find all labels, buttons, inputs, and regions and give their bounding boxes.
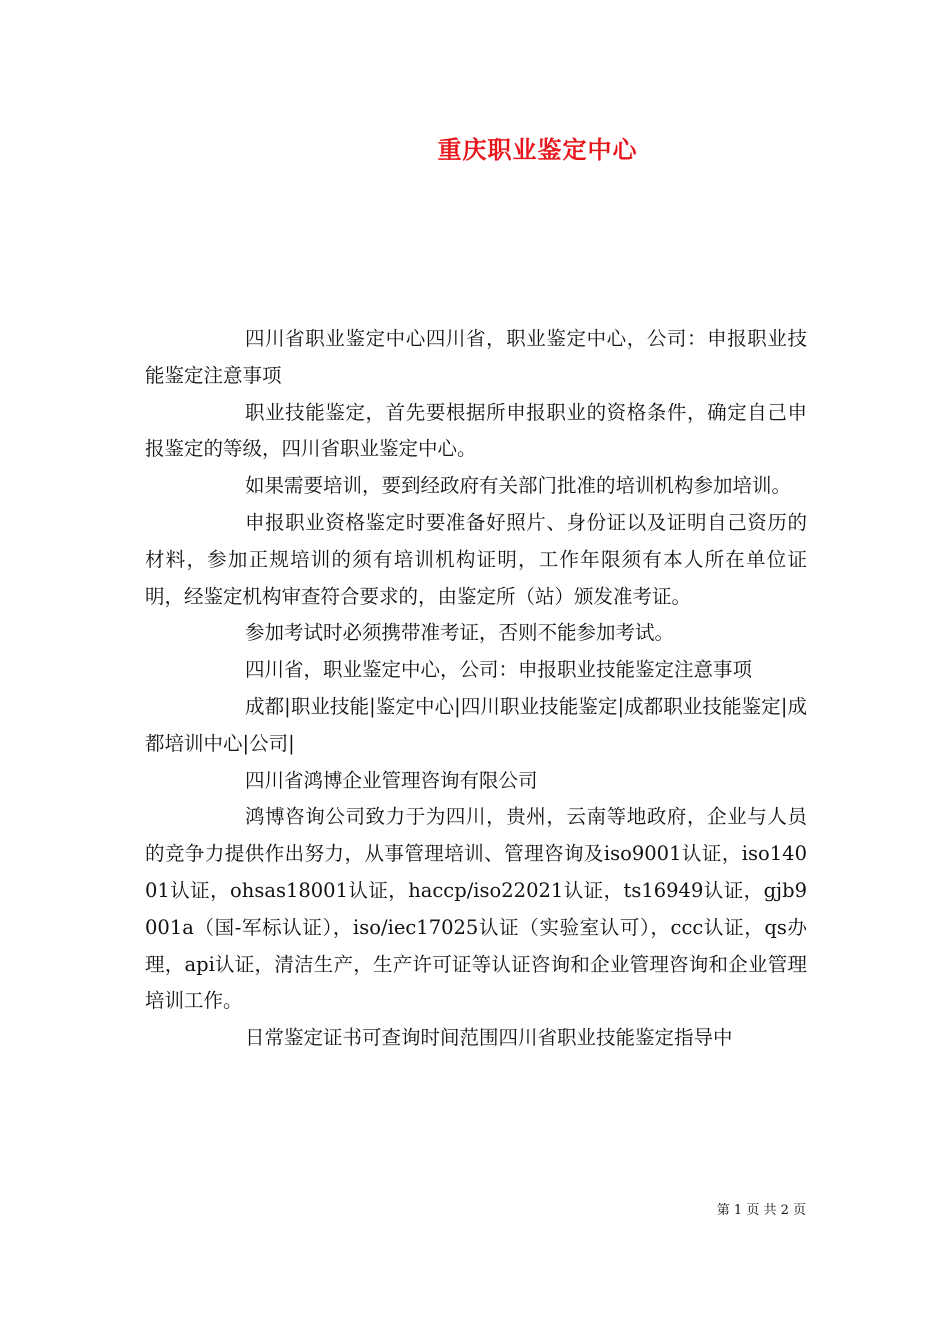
paragraph: 日常鉴定证书可查询时间范围四川省职业技能鉴定指导中 [245, 1026, 733, 1050]
document-title: 重庆职业鉴定中心 [437, 135, 638, 164]
paragraph: 如果需要培训，要到经政府有关部门批准的培训机构参加培训。 [245, 474, 792, 498]
paragraph: 四川省鸿博企业管理咨询有限公司 [245, 768, 538, 792]
paragraph: 鸿博咨询公司致力于为四川，贵州，云南等地政府，企业与人员的竞争力提供作出努力，从事管理培训、管理咨询及iso9001认证，iso14001认证，ohsas18001认证，haccp/iso22021认证，ts16949认证，gjb9001a（国-军标认证），iso/iec17025认证（实验室认可），ccc认证，qs办理，api认证，清洁生产，生产许可证等认证咨询和企业管理咨询和企业管理培训工作。 [145, 805, 807, 1013]
page-number-footer: 第 1 页 共 2 页 [716, 1203, 806, 1218]
paragraph: 四川省职业鉴定中心四川省，职业鉴定中心，公司：申报职业技能鉴定注意事项 [145, 327, 807, 387]
paragraph: 申报职业资格鉴定时要准备好照片、身份证以及证明自己资历的材料，参加正规培训的须有培训机构证明，工作年限须有本人所在单位证明，经鉴定机构审查符合要求的，由鉴定所（站）颁发准考证。 [145, 510, 807, 608]
document-body [145, 321, 807, 1057]
paragraph: 四川省，职业鉴定中心，公司：申报职业技能鉴定注意事项 [245, 658, 753, 682]
paragraph: 成都|职业技能|鉴定中心|四川职业技能鉴定|成都职业技能鉴定|成都培训中心|公司| [145, 694, 807, 755]
paragraph: 职业技能鉴定，首先要根据所申报职业的资格条件，确定自己申报鉴定的等级，四川省职业鉴定中心。 [145, 400, 807, 461]
paragraph: 参加考试时必须携带准考证，否则不能参加考试。 [245, 621, 675, 645]
